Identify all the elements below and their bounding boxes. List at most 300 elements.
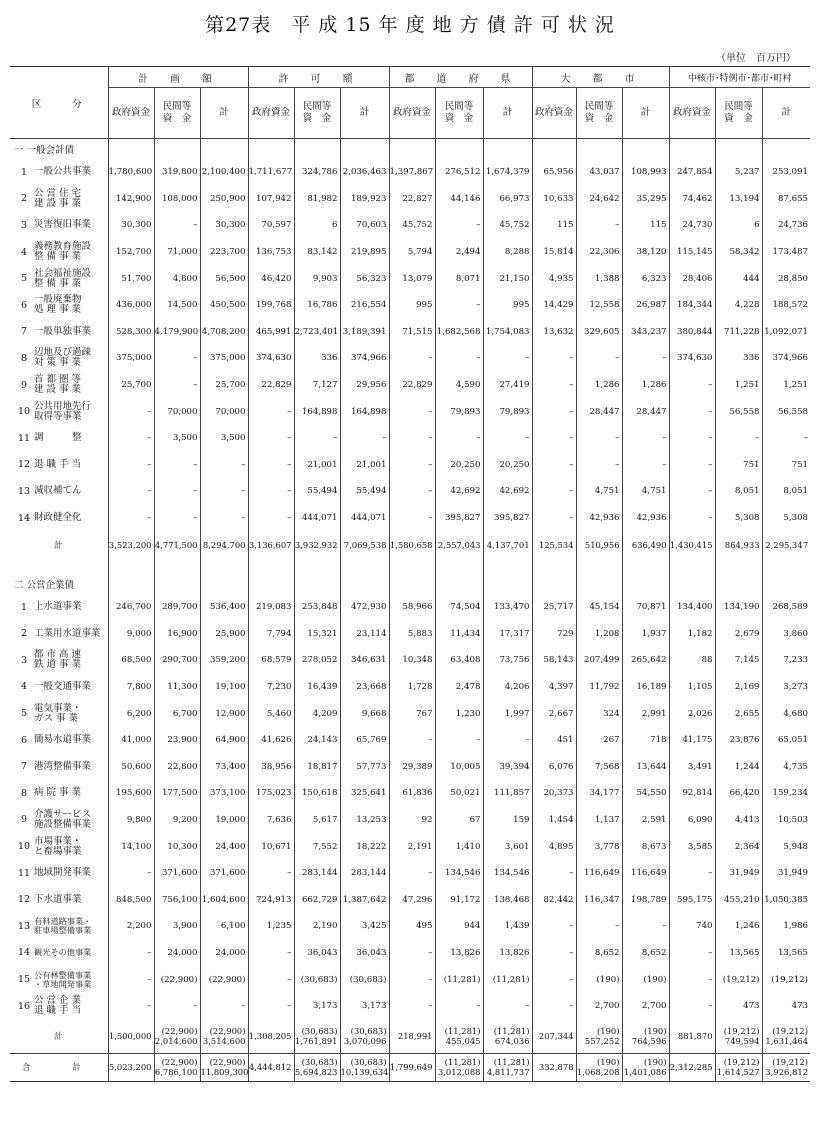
value-cell: – xyxy=(108,398,154,425)
value-cell: 11,300 xyxy=(154,674,200,701)
value-cell: – xyxy=(389,727,435,754)
value-cell: 63,408 xyxy=(435,647,483,674)
value-cell: 1,092,071 xyxy=(762,319,810,346)
value-cell: – xyxy=(483,727,532,754)
value-cell: (30,683) xyxy=(294,966,340,993)
grand-total-row xyxy=(10,1053,810,1081)
value-cell: 68,500 xyxy=(108,647,154,674)
value-cell: 218,991 xyxy=(389,1019,435,1053)
value-cell: (19,212) 1,614,527 xyxy=(715,1053,762,1081)
value-cell: 34,177 xyxy=(576,780,622,807)
row-label xyxy=(10,833,108,860)
row-label xyxy=(10,940,108,967)
sub-header-private: 民間等 資 金 xyxy=(154,88,200,139)
empty-cell xyxy=(248,574,294,594)
value-cell: 44,146 xyxy=(435,186,483,213)
value-cell: 6,200 xyxy=(108,700,154,727)
value-cell: – xyxy=(248,993,294,1020)
sub-header-gov: 政府資金 xyxy=(108,88,154,139)
value-cell: 28,447 xyxy=(576,398,622,425)
value-cell: 26,987 xyxy=(622,292,669,319)
value-cell: 289,700 xyxy=(154,594,200,621)
empty-cell xyxy=(108,574,154,594)
table-row xyxy=(10,265,810,292)
value-cell: 1,182 xyxy=(669,621,715,648)
value-cell: 495 xyxy=(389,913,435,940)
value-cell: 881,870 xyxy=(669,1019,715,1053)
row-label xyxy=(10,860,108,887)
value-cell: 250,900 xyxy=(200,186,248,213)
value-cell: 662,729 xyxy=(294,886,340,913)
value-cell: 3,425 xyxy=(340,913,389,940)
value-cell: 39,394 xyxy=(483,753,532,780)
value-cell: 7,568 xyxy=(576,753,622,780)
value-cell: 74,504 xyxy=(435,594,483,621)
value-cell: 375,000 xyxy=(108,345,154,372)
value-cell: 1,137 xyxy=(576,807,622,834)
value-cell: 290,700 xyxy=(154,647,200,674)
value-cell: 1,246 xyxy=(715,913,762,940)
table-row xyxy=(10,940,810,967)
value-cell: 19,100 xyxy=(200,674,248,701)
value-cell: 25,900 xyxy=(200,621,248,648)
value-cell: 3,900 xyxy=(154,913,200,940)
value-cell: 5,308 xyxy=(715,505,762,532)
value-cell: 7,233 xyxy=(762,647,810,674)
empty-cell xyxy=(108,139,154,160)
value-cell: 2,494 xyxy=(435,239,483,266)
spacer-cell xyxy=(108,558,154,574)
table-row xyxy=(10,594,810,621)
value-cell: 150,618 xyxy=(294,780,340,807)
value-cell: 20,250 xyxy=(483,452,532,479)
row-number: 13 xyxy=(17,485,31,497)
row-name: 港湾整備事業 xyxy=(34,760,92,772)
value-cell: 6,323 xyxy=(622,265,669,292)
value-cell: 1,308,205 xyxy=(248,1019,294,1053)
value-cell: 3,173 xyxy=(294,993,340,1020)
value-cell: 740 xyxy=(669,913,715,940)
value-cell: 70,000 xyxy=(200,398,248,425)
value-cell: – xyxy=(154,993,200,1020)
value-cell: 751 xyxy=(762,452,810,479)
value-cell: – xyxy=(389,966,435,993)
value-cell: 1,937 xyxy=(622,621,669,648)
row-label xyxy=(10,478,108,505)
value-cell: – xyxy=(248,398,294,425)
spacer-cell xyxy=(10,558,108,574)
row-name: 一般単独事業 xyxy=(34,325,92,337)
row-name: 災害復旧事業 xyxy=(34,219,92,231)
value-cell: 1,439 xyxy=(483,913,532,940)
value-cell: – xyxy=(248,452,294,479)
value-cell: 6,700 xyxy=(154,700,200,727)
table-body xyxy=(10,139,810,1082)
row-name: 下水道事業 xyxy=(34,893,82,905)
value-cell: 1,997 xyxy=(483,700,532,727)
value-cell: – xyxy=(532,372,576,399)
value-cell: 1,674,379 xyxy=(483,159,532,186)
spacer-cell xyxy=(294,558,340,574)
value-cell: 6,090 xyxy=(669,807,715,834)
value-cell: 45,752 xyxy=(483,212,532,239)
value-cell: 142,900 xyxy=(108,186,154,213)
value-cell: 1,387,642 xyxy=(340,886,389,913)
row-label xyxy=(10,621,108,648)
row-label xyxy=(10,452,108,479)
row-name: 工業用水道事業 xyxy=(34,627,101,639)
value-cell: 1,208 xyxy=(576,621,622,648)
row-label xyxy=(10,647,108,674)
value-cell: 325,641 xyxy=(340,780,389,807)
value-cell: – xyxy=(669,940,715,967)
value-cell: (30,683) xyxy=(340,966,389,993)
table-row xyxy=(10,753,810,780)
spacer-cell xyxy=(576,558,622,574)
value-cell: – xyxy=(532,398,576,425)
table-row xyxy=(10,239,810,266)
empty-cell xyxy=(389,574,435,594)
value-cell: 79,893 xyxy=(435,398,483,425)
value-cell: (190) xyxy=(622,966,669,993)
value-cell: 2,679 xyxy=(715,621,762,648)
row-number: 12 xyxy=(17,894,31,906)
value-cell: 473 xyxy=(715,993,762,1020)
group-header-big-city: 大 都 市 xyxy=(532,67,669,88)
table-row xyxy=(10,478,810,505)
value-cell: 164,898 xyxy=(294,398,340,425)
value-cell: – xyxy=(669,966,715,993)
value-cell: – xyxy=(389,993,435,1020)
value-cell: 374,630 xyxy=(248,345,294,372)
value-cell: 1,251 xyxy=(762,372,810,399)
value-cell: 198,789 xyxy=(622,886,669,913)
table-row xyxy=(10,319,810,346)
value-cell: 21,150 xyxy=(483,265,532,292)
row-label xyxy=(10,674,108,701)
value-cell: 24,000 xyxy=(154,940,200,967)
row-label xyxy=(10,505,108,532)
empty-cell xyxy=(715,139,762,160)
value-cell: – xyxy=(435,727,483,754)
value-cell: – xyxy=(389,425,435,452)
value-cell: 14,500 xyxy=(154,292,200,319)
value-cell: – xyxy=(576,425,622,452)
value-cell: 3,778 xyxy=(576,833,622,860)
value-cell: – xyxy=(532,478,576,505)
value-cell: 336 xyxy=(715,345,762,372)
sub-header-row xyxy=(10,88,810,139)
table-row xyxy=(10,159,810,186)
table-row xyxy=(10,372,810,399)
sub-header-gov: 政府資金 xyxy=(389,88,435,139)
value-cell: 134,400 xyxy=(669,594,715,621)
row-label xyxy=(10,993,108,1020)
value-cell: – xyxy=(669,372,715,399)
row-label xyxy=(10,398,108,425)
value-cell: – xyxy=(669,425,715,452)
value-cell: 27,419 xyxy=(483,372,532,399)
row-name: 病 院 事 業 xyxy=(34,787,82,799)
value-cell: 22,800 xyxy=(154,753,200,780)
value-cell: 5,883 xyxy=(389,621,435,648)
value-cell: 28,447 xyxy=(622,398,669,425)
value-cell: – xyxy=(108,966,154,993)
sub-header-private: 民間等 資 金 xyxy=(435,88,483,139)
value-cell: 2,723,401 xyxy=(294,319,340,346)
value-cell: 108,993 xyxy=(622,159,669,186)
value-cell: – xyxy=(532,966,576,993)
value-cell: 2,026 xyxy=(669,700,715,727)
value-cell: 4,935 xyxy=(532,265,576,292)
row-label xyxy=(10,966,108,993)
group-header-prefecture: 都 道 府 県 xyxy=(389,67,532,88)
value-cell: 1,682,568 xyxy=(435,319,483,346)
group-header-plan: 計 画 額 xyxy=(108,67,248,88)
value-cell: 28,850 xyxy=(762,265,810,292)
empty-cell xyxy=(389,139,435,160)
value-cell: 10,633 xyxy=(532,186,576,213)
row-name: 減収補てん xyxy=(34,485,82,497)
spacer-cell xyxy=(532,558,576,574)
spacer-cell xyxy=(154,558,200,574)
value-cell: – xyxy=(389,860,435,887)
empty-cell xyxy=(576,139,622,160)
empty-cell xyxy=(622,139,669,160)
value-cell: 636,490 xyxy=(622,531,669,558)
value-cell: – xyxy=(154,505,200,532)
value-cell: 56,500 xyxy=(200,265,248,292)
value-cell: 2,591 xyxy=(622,807,669,834)
row-number: 6 xyxy=(20,299,28,311)
value-cell: 4,444,812 xyxy=(248,1053,294,1081)
row-label xyxy=(10,807,108,834)
value-cell: – xyxy=(762,425,810,452)
row-number: 9 xyxy=(20,814,28,826)
sub-header-gov: 政府資金 xyxy=(248,88,294,139)
value-cell: 12,900 xyxy=(200,700,248,727)
value-cell: 10,005 xyxy=(435,753,483,780)
value-cell: 14,100 xyxy=(108,833,154,860)
value-cell: (30,683) 1,761,891 xyxy=(294,1019,340,1053)
row-name: 首 都 圏 等 建 設 事 業 xyxy=(34,374,82,396)
row-number: 10 xyxy=(17,406,31,418)
value-cell: – xyxy=(154,478,200,505)
value-cell: 11,434 xyxy=(435,621,483,648)
empty-cell xyxy=(200,139,248,160)
value-cell: 70,597 xyxy=(248,212,294,239)
value-cell: 29,389 xyxy=(389,753,435,780)
value-cell: (19,212) 1,631,464 xyxy=(762,1019,810,1053)
value-cell: 371,600 xyxy=(154,860,200,887)
value-cell: (11,281) xyxy=(483,966,532,993)
value-cell: – xyxy=(669,993,715,1020)
value-cell: (22,900) xyxy=(154,966,200,993)
value-cell: 25,700 xyxy=(200,372,248,399)
value-cell: 336 xyxy=(294,345,340,372)
value-cell: 18,817 xyxy=(294,753,340,780)
value-cell: 2,169 xyxy=(715,674,762,701)
value-cell: 51,700 xyxy=(108,265,154,292)
value-cell: – xyxy=(435,993,483,1020)
value-cell: 3,500 xyxy=(200,425,248,452)
value-cell: 332,878 xyxy=(532,1053,576,1081)
row-number: 7 xyxy=(20,326,28,338)
row-number: 4 xyxy=(20,246,28,258)
value-cell: 22,829 xyxy=(389,372,435,399)
value-cell: 57,773 xyxy=(340,753,389,780)
value-cell: 1,500,000 xyxy=(108,1019,154,1053)
value-cell: 61,836 xyxy=(389,780,435,807)
value-cell: 55,494 xyxy=(294,478,340,505)
value-cell: 216,554 xyxy=(340,292,389,319)
row-number: 2 xyxy=(20,193,28,205)
value-cell: – xyxy=(483,345,532,372)
row-number: 1 xyxy=(20,166,28,178)
row-name: 地域開発事業 xyxy=(34,867,92,879)
empty-cell xyxy=(248,139,294,160)
row-name: 社会福祉施設 整 備 事 業 xyxy=(34,267,92,289)
value-cell: (22,900) xyxy=(200,966,248,993)
value-cell: 22,306 xyxy=(576,239,622,266)
value-cell: 66,420 xyxy=(715,780,762,807)
empty-cell xyxy=(762,574,810,594)
value-cell: 1,604,600 xyxy=(200,886,248,913)
value-cell: 25,700 xyxy=(108,372,154,399)
value-cell: – xyxy=(108,860,154,887)
value-cell: 15,321 xyxy=(294,621,340,648)
value-cell: 6 xyxy=(715,212,762,239)
value-cell: – xyxy=(154,372,200,399)
value-cell: 70,871 xyxy=(622,594,669,621)
value-cell: 10,671 xyxy=(248,833,294,860)
spacer-cell xyxy=(389,558,435,574)
value-cell: 23,114 xyxy=(340,621,389,648)
value-cell: 83,142 xyxy=(294,239,340,266)
value-cell: 45,154 xyxy=(576,594,622,621)
value-cell: 73,756 xyxy=(483,647,532,674)
row-name: 一般公共事業 xyxy=(34,166,92,178)
value-cell: (19,212) 3,926,812 xyxy=(762,1053,810,1081)
section-label: 二 公営企業債 xyxy=(14,579,75,591)
table-row xyxy=(10,780,810,807)
value-cell: 2,312,285 xyxy=(669,1053,715,1081)
value-cell: 13,565 xyxy=(762,940,810,967)
sub-header-private: 民間等 資 金 xyxy=(715,88,762,139)
grand-total-label: 合 計 xyxy=(10,1053,108,1081)
value-cell: 864,933 xyxy=(715,531,762,558)
permit-table xyxy=(10,66,810,1082)
value-cell: 47,296 xyxy=(389,886,435,913)
value-cell: 219,895 xyxy=(340,239,389,266)
table-row xyxy=(10,993,810,1020)
unit-label: （単位 百万円） xyxy=(716,53,796,64)
value-cell: 767 xyxy=(389,700,435,727)
empty-cell xyxy=(340,574,389,594)
value-cell: 159,234 xyxy=(762,780,810,807)
value-cell: 21,001 xyxy=(340,452,389,479)
value-cell: 4,397 xyxy=(532,674,576,701)
value-cell: – xyxy=(532,913,576,940)
group-header-municipal: 中核市･特例市･都市･町村 xyxy=(669,67,810,88)
value-cell: – xyxy=(622,425,669,452)
value-cell: 1,799,649 xyxy=(389,1053,435,1081)
value-cell: 528,300 xyxy=(108,319,154,346)
value-cell: 23,900 xyxy=(154,727,200,754)
row-number: 14 xyxy=(17,512,31,524)
value-cell: – xyxy=(294,425,340,452)
value-cell: – xyxy=(154,212,200,239)
value-cell: 24,000 xyxy=(200,940,248,967)
value-cell: 13,644 xyxy=(622,753,669,780)
value-cell: 65,769 xyxy=(340,727,389,754)
value-cell: 108,000 xyxy=(154,186,200,213)
value-cell: 43,037 xyxy=(576,159,622,186)
empty-cell xyxy=(435,574,483,594)
value-cell: 9,000 xyxy=(108,621,154,648)
empty-cell xyxy=(483,139,532,160)
value-cell: 473 xyxy=(762,993,810,1020)
value-cell: 58,143 xyxy=(532,647,576,674)
value-cell: 265,642 xyxy=(622,647,669,674)
value-cell: 324,786 xyxy=(294,159,340,186)
value-cell: 2,700 xyxy=(576,993,622,1020)
value-cell: 8,652 xyxy=(622,940,669,967)
value-cell: 9,200 xyxy=(154,807,200,834)
value-cell: 107,942 xyxy=(248,186,294,213)
value-cell: 4,771,500 xyxy=(154,531,200,558)
value-cell: – xyxy=(576,452,622,479)
sub-header-gov: 政府資金 xyxy=(669,88,715,139)
sub-header-total: 計 xyxy=(340,88,389,139)
value-cell: 219,083 xyxy=(248,594,294,621)
value-cell: – xyxy=(622,345,669,372)
value-cell: 375,000 xyxy=(200,345,248,372)
spacer-cell xyxy=(669,558,715,574)
row-name: 財政健全化 xyxy=(34,512,82,524)
table-row xyxy=(10,913,810,940)
value-cell: 134,190 xyxy=(715,594,762,621)
value-cell: 3,189,391 xyxy=(340,319,389,346)
sub-header-total: 計 xyxy=(200,88,248,139)
row-number: 3 xyxy=(20,219,28,231)
value-cell: 751 xyxy=(715,452,762,479)
value-cell: 1,754,083 xyxy=(483,319,532,346)
value-cell: 13,826 xyxy=(483,940,532,967)
value-cell: – xyxy=(576,913,622,940)
value-cell: (22,900) 2,014,600 xyxy=(154,1019,200,1053)
row-label xyxy=(10,886,108,913)
value-cell: 68,579 xyxy=(248,647,294,674)
value-cell: 16,439 xyxy=(294,674,340,701)
value-cell: 8,288 xyxy=(483,239,532,266)
value-cell: 5,948 xyxy=(762,833,810,860)
section-label: 一 一般会計債 xyxy=(10,139,108,160)
empty-cell xyxy=(622,574,669,594)
value-cell: 65,956 xyxy=(532,159,576,186)
spacer-cell xyxy=(248,558,294,574)
value-cell: 1,410 xyxy=(435,833,483,860)
value-cell: 4,751 xyxy=(576,478,622,505)
value-cell: 70,000 xyxy=(154,398,200,425)
value-cell: (190) 764,596 xyxy=(622,1019,669,1053)
value-cell: 41,175 xyxy=(669,727,715,754)
value-cell: – xyxy=(389,478,435,505)
value-cell: 756,100 xyxy=(154,886,200,913)
value-cell: – xyxy=(108,993,154,1020)
row-name: 上水道事業 xyxy=(34,601,82,613)
value-cell: 17,317 xyxy=(483,621,532,648)
